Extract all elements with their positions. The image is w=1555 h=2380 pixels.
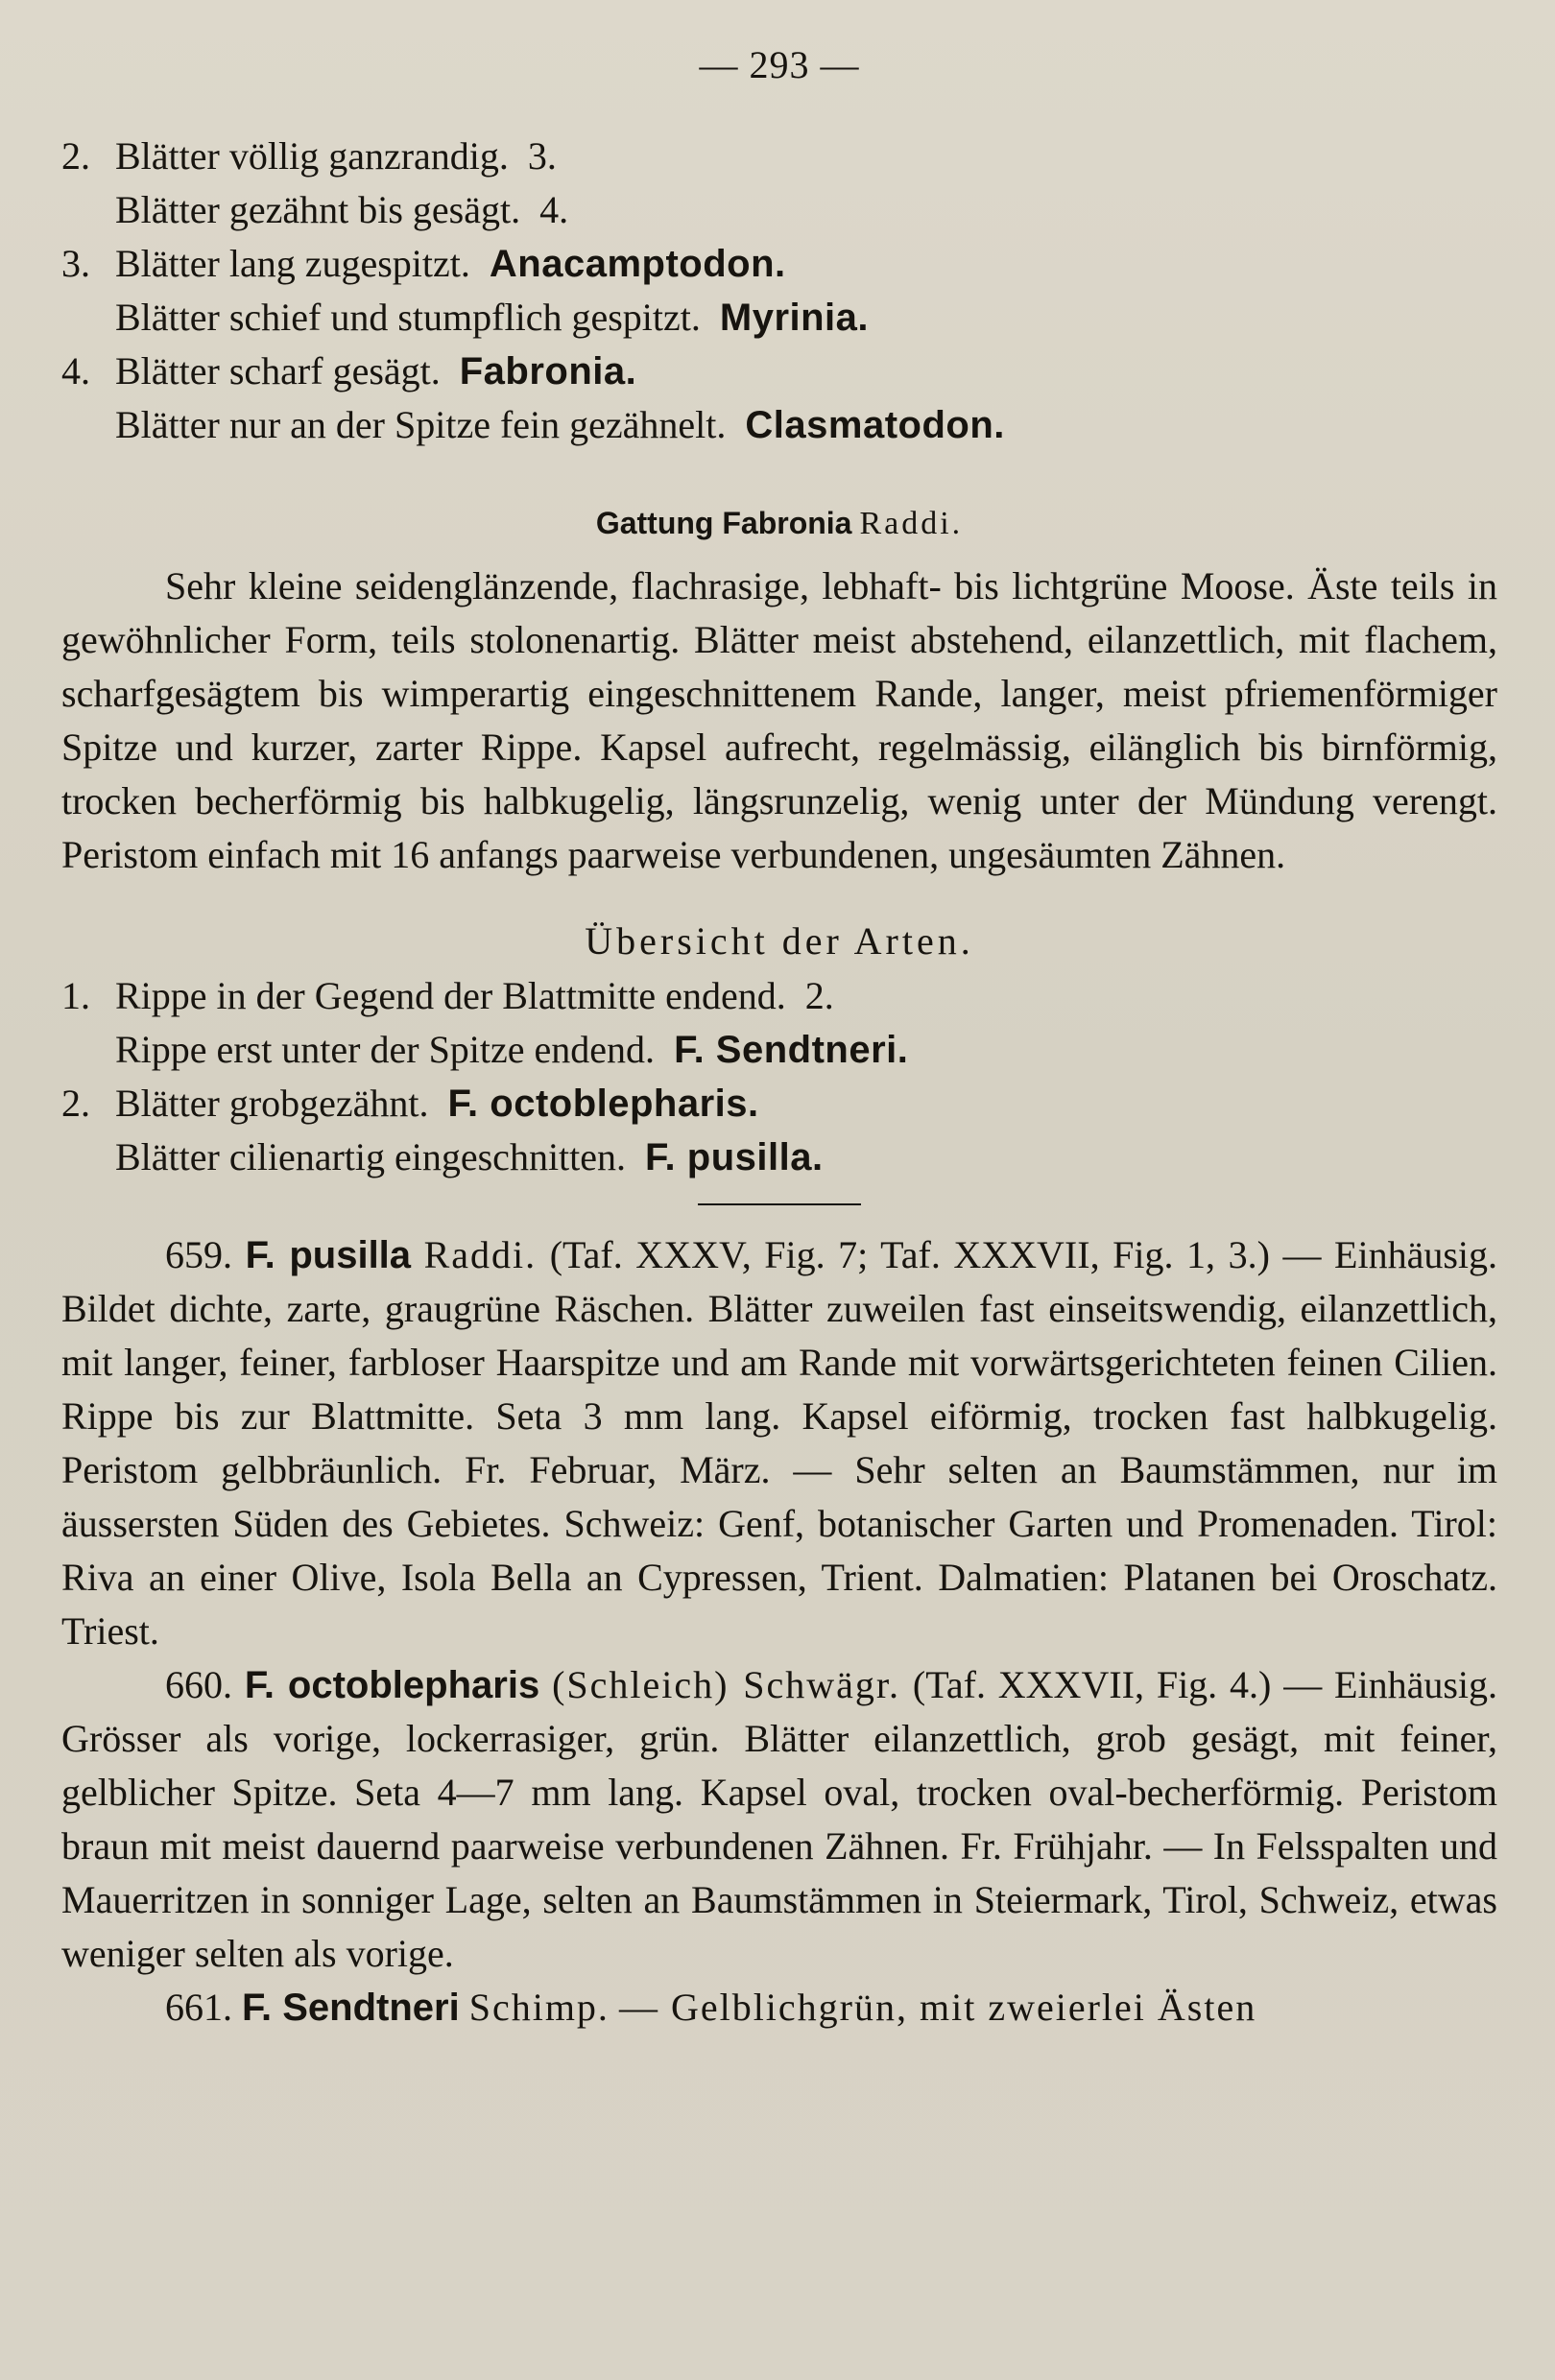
key-line bbox=[61, 398, 1497, 452]
species-key bbox=[61, 969, 1497, 1184]
species-entry bbox=[61, 1981, 1497, 2035]
key-line bbox=[61, 130, 1497, 183]
species-author: (Schleich) Schwägr. bbox=[552, 1663, 901, 1706]
species-entry bbox=[61, 1658, 1497, 1981]
species-name: F. Sendtneri bbox=[242, 1987, 460, 2029]
species-entry bbox=[61, 1228, 1497, 1658]
species-text: (Taf. XXXVII, Fig. 4.) — Einhäusig. Grösser als vorige, lockerrasiger, grün. Blätter eilanzettlich, grob gesägt, mit feiner, gelblicher Spitze. Seta 4—7 mm lang. Kapsel oval, trocken oval-becherförmig. Peristom braun mit meist dauernd paarweise verbundenen Zähnen. Fr. Frühjahr. — In Felsspalten und Mauerritzen in sonniger Lage, selten an Baumstämmen in Steiermark, Tirol, Schweiz, etwas weniger selten als vorige. bbox=[61, 1663, 1498, 1975]
key-line bbox=[61, 1130, 1497, 1184]
genus-description: Sehr kleine seidenglänzende, flachrasige, lebhaft- bis lichtgrüne Moose. Äste teils in gewöhnlicher Form, teils stolonenartig. Blätter meist abstehend, eilanzettlich, mit flachem, scharfgesägtem bis wimperartig eingeschnittenem Rande, langer, meist pfriemenförmiger Spitze und kurzer, zarter Rippe. Kapsel aufrecht, regelmässig, eilänglich bis birnförmig, trocken becherförmig bis halbkugelig, längsrunzelig, wenig unter der Mündung verengt. Peristom einfach mit 16 anfangs paarweise verbundenen, ungesäumten Zähnen. bbox=[61, 564, 1497, 876]
key-reference: 4. bbox=[539, 188, 569, 231]
key-taxon: F. Sendtneri. bbox=[674, 1029, 909, 1071]
key-line bbox=[61, 1023, 1497, 1077]
key-line bbox=[61, 1077, 1497, 1130]
key-line bbox=[61, 969, 1497, 1023]
key-reference: 3. bbox=[527, 134, 557, 178]
species-text: — Gelblichgrün, mit zweierlei Ästen bbox=[618, 1986, 1257, 2029]
key-text: Blätter nur an der Spitze fein gezähnelt. bbox=[115, 403, 727, 446]
key-line bbox=[61, 291, 1497, 345]
key-taxon: Anacamptodon. bbox=[489, 243, 786, 285]
key-text: Blätter schief und stumpflich gespitzt. bbox=[115, 296, 701, 339]
key-line bbox=[61, 237, 1497, 291]
key-line bbox=[61, 183, 1497, 237]
species-text: (Taf. XXXV, Fig. 7; Taf. XXXVII, Fig. 1, 3.) — Einhäusig. Bildet dichte, zarte, graugrüne Räschen. Blätter zuweilen fast einseitswendig, eilanzettlich, mit langer, feiner, farbloser Haarspitze und am Rande mit vorwärtsgerichteten feinen Cilien. Rippe bis zur Blattmitte. Seta 3 mm lang. Kapsel eiförmig, trocken fast halbkugelig. Peristom gelbbräunlich. Fr. Februar, März. — Sehr selten an Baumstämmen, nur im äussersten Süden des Gebietes. Schweiz: Genf, botanischer Garten und Promenaden. Tirol: Riva an einer Olive, Isola Bella an Cypressen, Trient. Dalmatien: Platanen bei Oroschatz. Triest. bbox=[61, 1233, 1498, 1653]
key-text: Rippe in der Gegend der Blattmitte endend. bbox=[115, 974, 786, 1017]
key-text: Rippe erst unter der Spitze endend. bbox=[115, 1028, 656, 1071]
species-number: 660. bbox=[165, 1663, 232, 1706]
key-text: Blätter scharf gesägt. bbox=[115, 349, 441, 393]
species-name: F. octoblepharis bbox=[244, 1664, 540, 1706]
page-number: — 293 — bbox=[699, 43, 860, 86]
key-taxon: F. octoblepharis. bbox=[447, 1083, 759, 1125]
species-number: 661. bbox=[165, 1986, 232, 2029]
key-text: Blätter völlig ganzrandig. bbox=[115, 134, 509, 178]
key-text: Blätter gezähnt bis gesägt. bbox=[115, 188, 521, 231]
species-author: Raddi. bbox=[423, 1233, 538, 1276]
key-number: 1. bbox=[61, 974, 90, 1017]
key-number: 3. bbox=[61, 242, 90, 285]
key-taxon: Myrinia. bbox=[719, 297, 870, 339]
overview-title: Übersicht der Arten. bbox=[585, 919, 974, 963]
key-line bbox=[61, 345, 1497, 398]
key-text: Blätter cilienartig eingeschnitten. bbox=[115, 1135, 627, 1178]
genus-label: Gattung Fabronia bbox=[595, 506, 852, 540]
key-number: 2. bbox=[61, 1082, 90, 1125]
key-taxon: Clasmatodon. bbox=[745, 404, 1005, 446]
key-taxon: F. pusilla. bbox=[645, 1136, 824, 1178]
species-number: 659. bbox=[165, 1233, 232, 1276]
species-author: Schimp. bbox=[468, 1986, 610, 2029]
genus-key bbox=[61, 130, 1497, 452]
key-reference: 2. bbox=[804, 974, 834, 1017]
key-number: 4. bbox=[61, 349, 90, 393]
section-divider bbox=[698, 1203, 861, 1205]
key-text: Blätter lang zugespitzt. bbox=[115, 242, 470, 285]
key-number: 2. bbox=[61, 134, 90, 178]
species-name: F. pusilla bbox=[245, 1234, 412, 1276]
genus-author: Raddi. bbox=[859, 506, 964, 541]
genus-heading bbox=[61, 506, 1497, 542]
key-taxon: Fabronia. bbox=[459, 350, 637, 393]
key-text: Blätter grobgezähnt. bbox=[115, 1082, 429, 1125]
